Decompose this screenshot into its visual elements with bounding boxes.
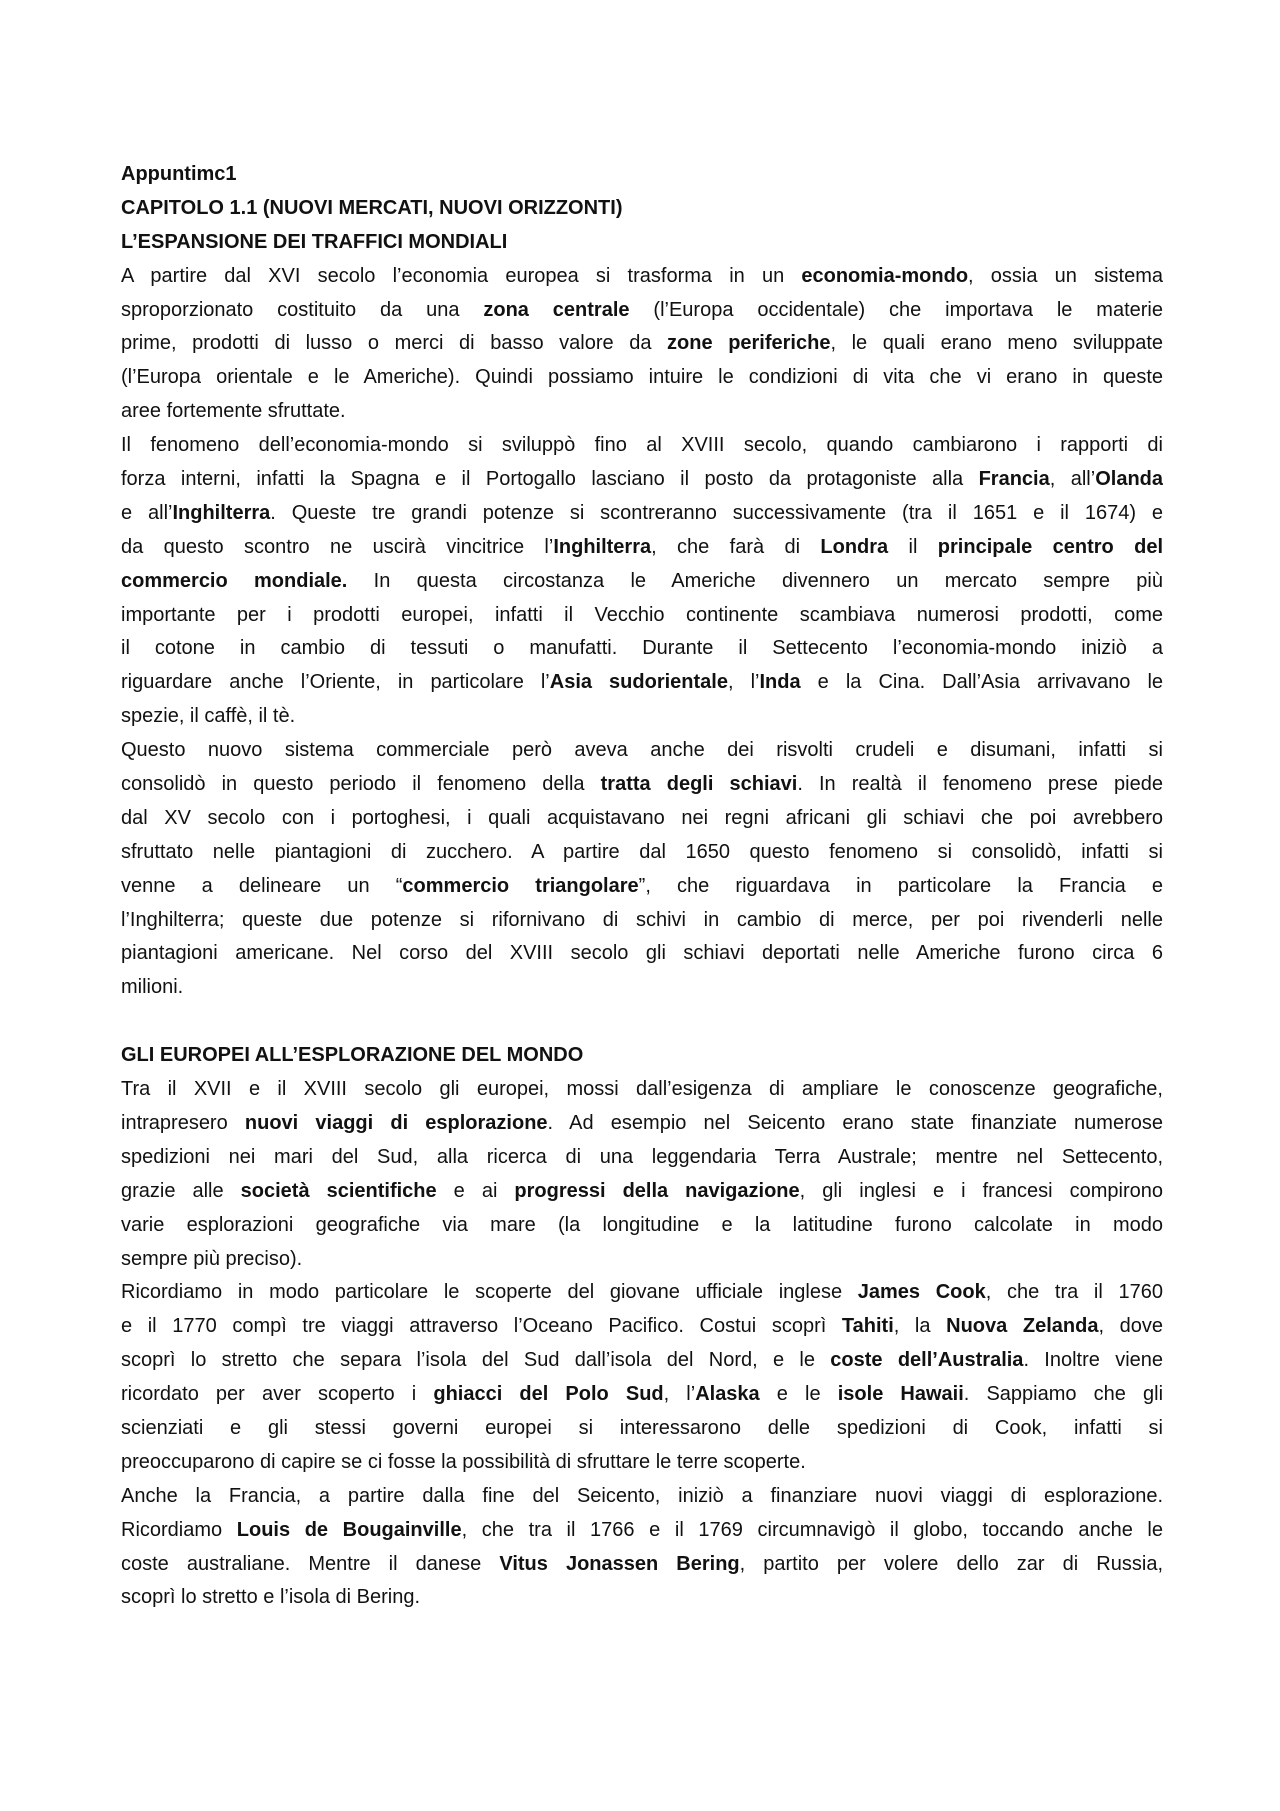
section-heading xyxy=(121,1039,1163,1073)
text-run: , che farà di xyxy=(651,535,821,558)
text-line xyxy=(121,836,1163,870)
text-run: Ricordiamo xyxy=(121,1518,237,1541)
text-line xyxy=(121,1107,1163,1141)
bold-text: Vitus Jonassen Bering xyxy=(499,1552,740,1575)
text-line xyxy=(121,158,1163,192)
text-run: scoprì lo stretto che separa l’isola del Sud dall’isola del Nord, e le xyxy=(121,1349,831,1372)
text-run: A partire dal XVI secolo l’economia europea si trasforma in un xyxy=(121,264,802,287)
paragraph xyxy=(121,260,1163,429)
bold-text: commercio triangolare xyxy=(402,874,639,897)
text-line xyxy=(121,1175,1163,1209)
text-run: In questa circostanza le Americhe divennero un mercato sempre più xyxy=(347,569,1163,592)
text-run: . Inoltre viene xyxy=(1023,1349,1163,1372)
text-run: ricordato per aver scoperto i xyxy=(121,1383,434,1406)
bold-text: società scientifiche xyxy=(240,1179,437,1202)
bold-text: ghiacci del Polo Sud xyxy=(433,1383,664,1406)
text-run: dal XV secolo con i portoghesi, i quali acquistavano nei regni africani gli schiavi che poi avrebbero xyxy=(121,806,1163,829)
text-run: e ai xyxy=(436,1179,515,1202)
text-line xyxy=(121,531,1163,565)
text-run: , che tra il 1760 xyxy=(985,1281,1163,1304)
text-line xyxy=(121,1412,1163,1446)
text-run: Anche la Francia, a partire dalla fine del Seicento, iniziò a finanziare nuovi viaggi di esplorazione. xyxy=(121,1484,1163,1507)
text-run: e all’ xyxy=(121,501,173,524)
text-line xyxy=(121,1310,1163,1344)
text-line xyxy=(121,1039,1163,1073)
text-run: da questo scontro ne uscirà vincitrice l’ xyxy=(121,535,554,558)
text-run: (l’Europa orientale e le Americhe). Quindi possiamo intuire le condizioni di vita che vi erano in queste xyxy=(121,366,1163,389)
bold-text: L’ESPANSIONE DEI TRAFFICI MONDIALI xyxy=(121,230,508,253)
text-run: , le quali erano meno sviluppate xyxy=(830,332,1163,355)
text-line xyxy=(121,1073,1163,1107)
text-run: . Queste tre grandi potenze si scontreranno successivamente (tra il 1651 e il 1674) e xyxy=(270,501,1163,524)
text-line xyxy=(121,1243,1163,1277)
text-run: , la xyxy=(893,1315,947,1338)
bold-text: coste dell’Australia xyxy=(830,1349,1024,1372)
bold-text: Francia xyxy=(978,468,1050,491)
text-run: grazie alle xyxy=(121,1179,241,1202)
text-run: , gli inglesi e i francesi compirono xyxy=(799,1179,1163,1202)
text-line xyxy=(121,1514,1163,1548)
text-run: sfruttato nelle piantagioni di zucchero. A partire dal 1650 questo fenomeno si consolidò, infatti si xyxy=(121,840,1163,863)
text-line xyxy=(121,802,1163,836)
text-line xyxy=(121,497,1163,531)
paragraph xyxy=(121,1276,1163,1479)
text-line xyxy=(121,260,1163,294)
bold-text: Olanda xyxy=(1095,468,1163,491)
text-line xyxy=(121,1378,1163,1412)
text-run: riguardare anche l’Oriente, in particolare l’ xyxy=(121,671,550,694)
text-run: varie esplorazioni geografiche via mare (la longitudine e la latitudine furono calcolate in modo xyxy=(121,1213,1163,1236)
text-line xyxy=(121,768,1163,802)
text-run: milioni. xyxy=(121,976,184,999)
text-line xyxy=(121,395,1163,429)
text-line xyxy=(121,937,1163,971)
text-run: . Sappiamo che gli xyxy=(963,1383,1163,1406)
text-line xyxy=(121,294,1163,328)
bold-text: principale centro del xyxy=(937,535,1163,558)
section-heading xyxy=(121,158,1163,260)
text-run: consolidò in questo periodo il fenomeno della xyxy=(121,773,601,796)
bold-text: James Cook xyxy=(857,1281,986,1304)
text-run: importante per i prodotti europei, infatti il Vecchio continente scambiava numerosi prodotti, come xyxy=(121,603,1163,626)
text-line xyxy=(121,734,1163,768)
text-line xyxy=(121,1209,1163,1243)
text-line xyxy=(121,192,1163,226)
text-run: , dove xyxy=(1098,1315,1163,1338)
text-run: , l’ xyxy=(663,1383,696,1406)
document-page xyxy=(121,158,1163,1615)
text-run: e il 1770 compì tre viaggi attraverso l’Oceano Pacifico. Costui scoprì xyxy=(121,1315,842,1338)
bold-text: Inghilterra xyxy=(172,501,271,524)
text-line xyxy=(121,904,1163,938)
bold-text: Louis de Bougainville xyxy=(236,1518,462,1541)
text-run: ”, che riguardava in particolare la Francia e xyxy=(638,874,1163,897)
bold-text: Nuova Zelanda xyxy=(946,1315,1099,1338)
text-run: Ricordiamo in modo particolare le scoperte del giovane ufficiale inglese xyxy=(121,1281,858,1304)
bold-text: Inghilterra xyxy=(553,535,652,558)
text-line xyxy=(121,870,1163,904)
text-line xyxy=(121,1446,1163,1480)
text-run: , ossia un sistema xyxy=(968,264,1163,287)
text-line xyxy=(121,632,1163,666)
bold-text: Appuntimc1 xyxy=(121,163,237,185)
text-line xyxy=(121,700,1163,734)
bold-text: Inda xyxy=(759,671,801,694)
text-run: coste australiane. Mentre il danese xyxy=(121,1552,500,1575)
text-run: spedizioni nei mari del Sud, alla ricerca di una leggendaria Terra Australe; mentre nel Settecento, xyxy=(121,1145,1163,1168)
text-line xyxy=(121,1276,1163,1310)
text-line xyxy=(121,429,1163,463)
text-run: piantagioni americane. Nel corso del XVIII secolo gli schiavi deportati nelle Americhe furono circa 6 xyxy=(121,942,1163,965)
blank-line xyxy=(121,1005,1163,1039)
text-run: , partito per volere dello zar di Russia, xyxy=(739,1552,1163,1575)
text-line xyxy=(121,565,1163,599)
text-line xyxy=(121,1581,1163,1615)
bold-text: zone periferiche xyxy=(667,332,831,355)
text-line xyxy=(121,1344,1163,1378)
bold-text: commercio mondiale. xyxy=(121,569,348,592)
bold-text: progressi della navigazione xyxy=(514,1179,800,1202)
paragraph xyxy=(121,1073,1163,1276)
bold-text: economia-mondo xyxy=(801,264,969,287)
text-run: preoccuparono di capire se ci fosse la possibilità di sfruttare le terre scoperte. xyxy=(121,1450,806,1473)
text-line xyxy=(121,666,1163,700)
text-run: . In realtà il fenomeno prese piede xyxy=(797,773,1163,796)
text-run: scoprì lo stretto e l’isola di Bering. xyxy=(121,1586,421,1609)
text-run: prime, prodotti di lusso o merci di basso valore da xyxy=(121,332,668,355)
text-run: , l’ xyxy=(727,671,760,694)
text-line xyxy=(121,1141,1163,1175)
text-line xyxy=(121,971,1163,1005)
text-run: aree fortemente sfruttate. xyxy=(121,400,346,423)
bold-text: tratta degli schiavi xyxy=(600,773,798,796)
text-run: Il fenomeno dell’economia-mondo si sviluppò fino al XVIII secolo, quando cambiarono i rapporti di xyxy=(121,434,1163,457)
text-run: il xyxy=(888,535,938,558)
text-line xyxy=(121,1548,1163,1582)
text-run: . Ad esempio nel Seicento erano state finanziate numerose xyxy=(547,1111,1163,1134)
bold-text: zona centrale xyxy=(483,298,630,321)
text-line xyxy=(121,327,1163,361)
text-line xyxy=(121,599,1163,633)
text-run: sempre più preciso). xyxy=(121,1247,303,1270)
text-run: e le xyxy=(759,1383,838,1406)
text-run: l’Inghilterra; queste due potenze si rifornivano di schivi in cambio di merce, per poi rivenderli nelle xyxy=(121,908,1163,931)
paragraph xyxy=(121,429,1163,734)
text-run: , che tra il 1766 e il 1769 circumnavigò il globo, toccando anche le xyxy=(461,1518,1163,1541)
bold-text: CAPITOLO 1.1 (NUOVI MERCATI, NUOVI ORIZZONTI) xyxy=(121,196,623,219)
text-run: scienziati e gli stessi governi europei si interessarono delle spedizioni di Cook, infatti si xyxy=(121,1416,1163,1439)
text-line xyxy=(121,361,1163,395)
text-run: forza interni, infatti la Spagna e il Portogallo lasciano il posto da protagoniste alla xyxy=(121,468,979,491)
text-run: spezie, il caffè, il tè. xyxy=(121,705,296,728)
text-run: sproporzionato costituito da una xyxy=(121,298,484,321)
text-line xyxy=(121,226,1163,260)
text-run: , all’ xyxy=(1049,468,1096,491)
text-line xyxy=(121,463,1163,497)
bold-text: Londra xyxy=(820,535,889,558)
text-run: Tra il XVII e il XVIII secolo gli europei, mossi dall’esigenza di ampliare le conoscenze geografiche, xyxy=(121,1078,1163,1101)
bold-text: Alaska xyxy=(695,1383,760,1406)
text-line xyxy=(121,1480,1163,1514)
bold-text: Asia sudorientale xyxy=(549,671,728,694)
bold-text: nuovi viaggi di esplorazione xyxy=(244,1111,548,1134)
bold-text: isole Hawaii xyxy=(837,1383,964,1406)
text-run: Questo nuovo sistema commerciale però aveva anche dei risvolti crudeli e disumani, infatti si xyxy=(121,739,1163,762)
text-run: e la Cina. Dall’Asia arrivavano le xyxy=(800,671,1163,694)
text-run: intrapresero xyxy=(121,1111,245,1134)
text-run: venne a delineare un “ xyxy=(121,874,403,897)
bold-text: Tahiti xyxy=(841,1315,894,1338)
text-run: (l’Europa occidentale) che importava le materie xyxy=(629,298,1163,321)
bold-text: GLI EUROPEI ALL’ESPLORAZIONE DEL MONDO xyxy=(121,1044,584,1067)
text-run: il cotone in cambio di tessuti o manufatti. Durante il Settecento l’economia-mondo iniziò a xyxy=(121,637,1163,660)
paragraph xyxy=(121,1480,1163,1616)
paragraph xyxy=(121,734,1163,1005)
